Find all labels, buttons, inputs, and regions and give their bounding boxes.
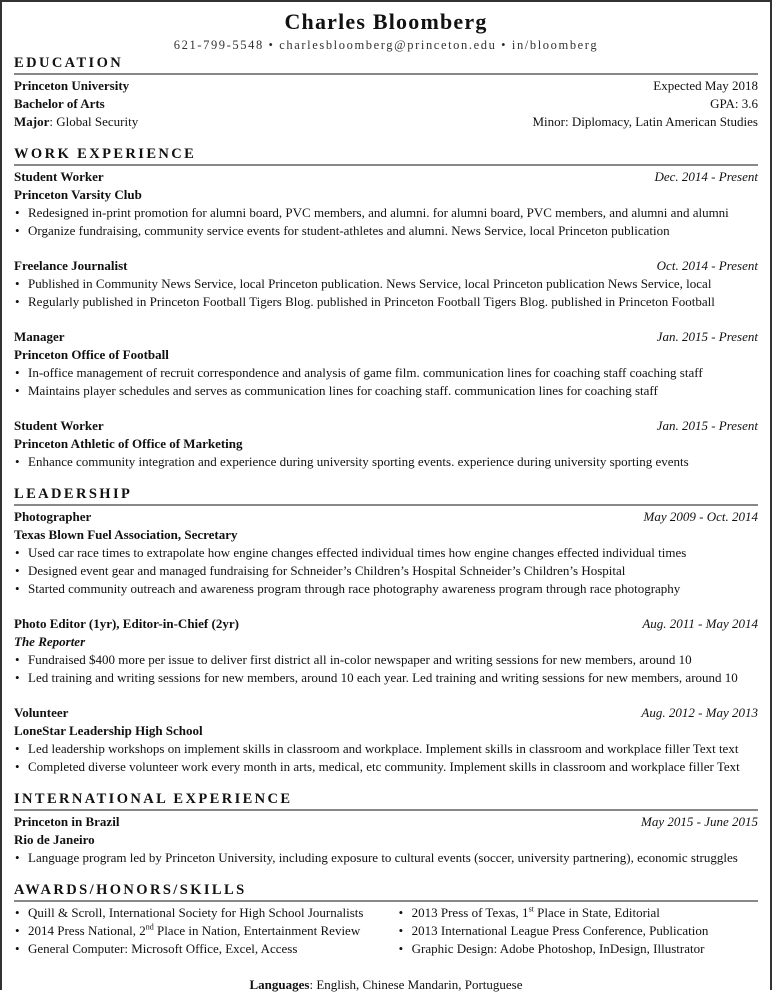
role-title: Volunteer [14, 705, 69, 720]
minor: Minor: Diplomacy, Latin American Studies [532, 114, 758, 129]
bullet-item: • Published in Community News Service, local Princeton publication. News Service, local Princeton publication News Service, local [14, 275, 758, 293]
date-range: Jan. 2015 - Present [656, 329, 758, 344]
role-title: Manager [14, 329, 65, 344]
organization: The Reporter [14, 634, 86, 649]
degree: Bachelor of Arts [14, 96, 105, 111]
award-item [398, 904, 758, 922]
entry-header [14, 328, 758, 346]
graduation-date: Expected May 2018 [653, 78, 758, 93]
bullet-item: • Enhance community integration and experience during university sporting events. experience during university sporting events [14, 453, 758, 471]
role-title: Photographer [14, 509, 92, 524]
bullet-item: • In-office management of recruit correspondence and analysis of game film. communication lines for coaching staff coaching staff [14, 364, 758, 382]
date-range: Oct. 2014 - Present [656, 258, 758, 273]
section-heading: WORK EXPERIENCE [14, 145, 758, 166]
languages-line [14, 976, 758, 994]
ordinal-suffix: st [528, 904, 534, 914]
languages-label: Languages [249, 977, 310, 992]
role-title: Photo Editor (1yr), Editor-in-Chief (2yr) [14, 616, 239, 631]
organization: Rio de Janeiro [14, 832, 95, 847]
role-title: Student Worker [14, 169, 104, 184]
entry [14, 168, 758, 240]
section-heading: EDUCATION [14, 54, 758, 75]
award-text: 2013 Press of Texas, 1 [411, 905, 529, 920]
school-name: Princeton University [14, 78, 130, 93]
award-text: Quill & Scroll, International Society for High School Journalists [28, 905, 364, 920]
award-item [14, 922, 398, 940]
entry-header [14, 508, 758, 526]
organization: Princeton Office of Football [14, 347, 169, 362]
gpa: GPA: 3.6 [710, 96, 758, 111]
candidate-name: Charles Bloomberg [284, 9, 488, 34]
entry [14, 257, 758, 311]
bullet-item: • Organize fundraising, community service events for student-athletes and alumni. News Service, local Princeton publication [14, 222, 758, 240]
date-range: Aug. 2012 - May 2013 [641, 705, 758, 720]
awards-right-column [398, 904, 758, 958]
award-item [14, 940, 398, 958]
section-heading: LEADERSHIP [14, 485, 758, 506]
organization: Texas Blown Fuel Association, Secretary [14, 527, 238, 542]
section-heading: INTERNATIONAL EXPERIENCE [14, 790, 758, 811]
organization: Princeton Varsity Club [14, 187, 142, 202]
bullet-item: • Designed event gear and managed fundraising for Schneider’s Children’s Hospital Schneider’s Children’s Hospital [14, 562, 758, 580]
award-text: Graphic Design: Adobe Photoshop, InDesign, Illustrator [411, 941, 705, 956]
date-range: May 2015 - June 2015 [641, 814, 758, 829]
award-text: General Computer: Microsoft Office, Excel, Access [28, 941, 298, 956]
entry [14, 417, 758, 471]
major-label: Major [14, 114, 50, 129]
award-item [398, 940, 758, 958]
award-text: 2014 Press National, 2 [28, 923, 146, 938]
ordinal-suffix: nd [145, 922, 154, 932]
international-section [14, 790, 758, 867]
award-text: 2013 International League Press Conference, Publication [411, 923, 709, 938]
bullet-item: • Maintains player schedules and serves as communication lines for coaching staff. communication lines for coaching staff [14, 382, 758, 400]
entry-header [14, 813, 758, 831]
role-title: Freelance Journalist [14, 258, 128, 273]
entry-header [14, 417, 758, 435]
date-range: Jan. 2015 - Present [656, 418, 758, 433]
bullet-item: • Completed diverse volunteer work every month in arts, medical, etc community. Implement skills in classroom and workplace filler Text [14, 758, 758, 776]
role-title: Student Worker [14, 418, 104, 433]
work-section [14, 145, 758, 471]
organization: Princeton Athletic of Office of Marketing [14, 436, 243, 451]
leadership-section [14, 485, 758, 776]
languages: : English, Chinese Mandarin, Portuguese [309, 977, 523, 992]
entry-header [14, 615, 758, 633]
award-text-cont: Place in Nation, Entertainment Review [153, 923, 361, 938]
bullet-item: • Led leadership workshops on implement skills in classroom and workplace. Implement skills in classroom and workplace filler Text text [14, 740, 758, 758]
entry [14, 615, 758, 687]
entry-header [14, 257, 758, 275]
award-item [398, 922, 758, 940]
bullet-item: • Fundraised $400 more per issue to deliver first district all in-color newspaper and writing sessions for new members, around 10 [14, 651, 758, 669]
date-range: Aug. 2011 - May 2014 [642, 616, 758, 631]
bullet-item: • Started community outreach and awareness program through race photography awareness program through race photography [14, 580, 758, 598]
contact-line: 621-799-5548 • charlesbloomberg@princeton.edu • in/bloomberg [173, 38, 599, 52]
bullet-item: • Redesigned in-print promotion for alumni board, PVC members, and alumni. for alumni board, PVC members, and alumni and alumni [14, 204, 758, 222]
award-text-cont: Place in State, Editorial [533, 905, 660, 920]
major: : Global Security [49, 114, 139, 129]
education-section [14, 54, 758, 131]
entry [14, 508, 758, 598]
entry [14, 813, 758, 867]
awards-left-column [14, 904, 398, 958]
entry-header [14, 168, 758, 186]
bullet-item: • Regularly published in Princeton Football Tigers Blog. published in Princeton Football Tigers Blog. published in Princeton Football [14, 293, 758, 311]
date-range: May 2009 - Oct. 2014 [643, 509, 758, 524]
awards-section [14, 881, 758, 994]
bullet-item: • Used car race times to extrapolate how engine changes effected individual times how engine changes effected individual times [14, 544, 758, 562]
entry-header [14, 704, 758, 722]
award-item [14, 904, 398, 922]
bullet-item: • Language program led by Princeton University, including exposure to cultural events (soccer, university partnering), economic struggles [14, 849, 758, 867]
date-range: Dec. 2014 - Present [654, 169, 758, 184]
bullet-item: • Led training and writing sessions for new members, around 10 each year. Led training and writing sessions for new members, around 10 [14, 669, 758, 687]
organization: LoneStar Leadership High School [14, 723, 203, 738]
section-heading: AWARDS/HONORS/SKILLS [14, 881, 758, 902]
role-title: Princeton in Brazil [14, 814, 120, 829]
entry [14, 328, 758, 400]
entry [14, 704, 758, 776]
